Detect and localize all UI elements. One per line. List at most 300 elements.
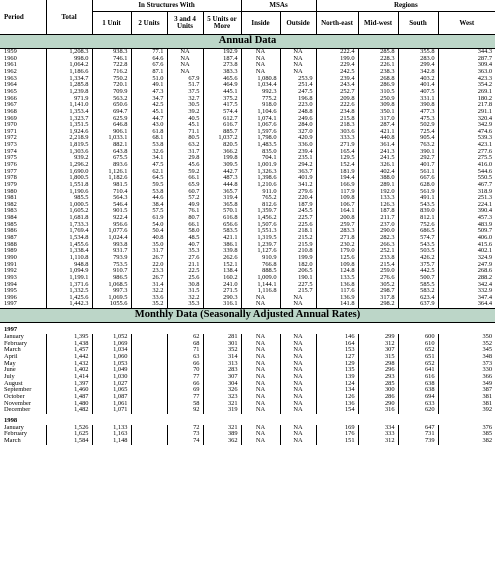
row-period: 1965: [4, 88, 17, 95]
row-period: July: [4, 373, 15, 380]
table-cell: NA: [280, 367, 316, 374]
table-cell: 793.9: [92, 255, 131, 262]
table-cell: 291.1: [438, 109, 495, 116]
table-cell: 296: [358, 367, 398, 374]
table-cell: 543.5: [398, 242, 438, 249]
table-cell: 366.2: [203, 149, 241, 156]
row-period: 1991: [4, 261, 17, 268]
table-cell: 289.1: [358, 182, 398, 189]
table-cell: 1,455.6: [46, 242, 92, 249]
table-cell: 30.5: [167, 102, 203, 109]
table-cell: 401.7: [398, 162, 438, 169]
table-cell: 423.3: [438, 76, 495, 83]
table-cell: 247.9: [438, 262, 495, 269]
table-cell: 503.5: [398, 248, 438, 255]
table-cell: 585.5: [398, 281, 438, 288]
table-row: [0, 76, 495, 83]
table-cell: 160.2: [203, 275, 241, 282]
table-cell: 986.5: [92, 275, 131, 282]
table-cell: NA: [241, 407, 280, 414]
table-cell: 66.1: [167, 222, 203, 229]
table-cell: 1,414: [46, 374, 92, 381]
table-cell: 1,067.6: [241, 122, 280, 129]
table-row: [0, 268, 495, 275]
table-cell: 638: [398, 380, 438, 387]
table-cell: 376: [438, 425, 495, 432]
table-cell: NA: [280, 347, 316, 354]
table-cell: 1,482: [46, 407, 92, 414]
table-cell: NA: [280, 407, 316, 414]
table-cell: 58: [167, 400, 203, 407]
table-cell: 1,351.5: [46, 122, 92, 129]
table-cell: 34.7: [131, 95, 167, 102]
table-cell: 1,126.1: [92, 169, 131, 176]
table-cell: 1,681.8: [46, 215, 92, 222]
table-cell: 1,584: [46, 438, 92, 445]
table-cell: 1,303.6: [46, 149, 92, 156]
table-cell: 333: [358, 431, 398, 438]
table-cell: 146: [316, 334, 358, 341]
table-cell: 365.8: [203, 202, 241, 209]
table-cell: 1,061: [92, 400, 131, 407]
table-cell: 277.6: [438, 149, 495, 156]
table-cell: NA: [167, 49, 203, 56]
table-cell: 300: [358, 387, 398, 394]
table-cell: 911.0: [241, 188, 280, 195]
table-cell: 151: [316, 438, 358, 445]
table-cell: 752.6: [398, 222, 438, 229]
table-cell: 407.5: [398, 89, 438, 96]
table-cell: 225.7: [280, 215, 316, 222]
table-cell: 45.1: [167, 122, 203, 129]
row-period: 1996: [4, 294, 17, 301]
table-cell: 1,323.7: [46, 115, 92, 122]
table-cell: 124.8: [316, 268, 358, 275]
table-cell: 164: [316, 341, 358, 348]
table-cell: 1,442.3: [46, 301, 92, 308]
annual-title: Annual Data: [0, 35, 495, 49]
table-row: [0, 95, 495, 102]
table-cell: 1,438: [46, 341, 92, 348]
row-period: April: [4, 353, 18, 361]
table-cell: 228.3: [358, 56, 398, 63]
table-cell: 247.5: [280, 89, 316, 96]
table-cell: 616.8: [203, 215, 241, 222]
table-cell: [131, 425, 167, 432]
table-row: [0, 208, 495, 215]
table-cell: 1,030: [92, 374, 131, 381]
table-cell: 652: [398, 361, 438, 368]
table-cell: 21.1: [167, 262, 203, 269]
table-cell: 312: [358, 341, 398, 348]
table-cell: 165.4: [316, 149, 358, 156]
table-cell: 47.5: [131, 162, 167, 169]
table-cell: 72: [167, 425, 203, 432]
table-cell: 686.5: [398, 228, 438, 235]
row-period: March: [4, 437, 21, 445]
table-cell: 241.5: [358, 155, 398, 162]
group-structures: In Structures With: [92, 0, 241, 12]
table-cell: NA: [280, 400, 316, 407]
row-period: January: [4, 333, 24, 341]
table-cell: 465.6: [203, 76, 241, 83]
table-cell: 477.3: [398, 109, 438, 116]
table-row: [0, 82, 495, 89]
table-cell: 998.0: [46, 56, 92, 63]
table-cell: 62: [167, 334, 203, 341]
table-cell: NA: [241, 380, 280, 387]
table-cell: 44.7: [131, 115, 167, 122]
table-row: [0, 301, 495, 308]
table-row: [0, 155, 495, 162]
table-cell: NA: [241, 341, 280, 348]
table-cell: 77: [167, 394, 203, 401]
table-cell: 1,480: [46, 400, 92, 407]
table-cell: 45.1: [131, 109, 167, 116]
table-cell: 651: [398, 354, 438, 361]
table-cell: 426.2: [398, 255, 438, 262]
table-row: [0, 288, 495, 295]
table-cell: 38.4: [131, 202, 167, 209]
table-cell: 1,001.9: [241, 162, 280, 169]
row-period: October: [4, 393, 25, 400]
table-cell: 194.4: [316, 175, 358, 182]
table-cell: 1,597.6: [241, 129, 280, 136]
table-cell: 415.6: [438, 242, 495, 249]
table-cell: 299.4: [398, 62, 438, 69]
table-cell: 292.7: [398, 155, 438, 162]
table-cell: 71.1: [167, 129, 203, 136]
table-cell: 153: [316, 347, 358, 354]
table-cell: 574.4: [203, 109, 241, 116]
table-cell: 931.7: [92, 248, 131, 255]
table-cell: 40.5: [167, 115, 203, 122]
row-period: 1972: [4, 135, 17, 142]
table-cell: 888.5: [241, 268, 280, 275]
table-cell: NA: [280, 380, 316, 387]
table-cell: 956.6: [92, 222, 131, 229]
table-cell: 66: [167, 380, 203, 387]
table-row: [0, 122, 495, 129]
table-cell: 317.8: [358, 295, 398, 302]
table-cell: NA: [241, 431, 280, 438]
table-cell: NA: [280, 431, 316, 438]
table-cell: 164.1: [316, 208, 358, 215]
table-cell: 287.7: [438, 56, 495, 63]
table-cell: 1,239.8: [46, 89, 92, 96]
table-cell: 763.2: [398, 142, 438, 149]
row-period: 1966: [4, 95, 17, 102]
table-cell: 154: [316, 407, 358, 414]
table-cell: 37.5: [167, 89, 203, 96]
table-cell: 341.2: [280, 182, 316, 189]
row-period: 1970: [4, 122, 17, 129]
table-cell: 442.5: [398, 268, 438, 275]
table-cell: 51.7: [167, 82, 203, 89]
table-cell: NA: [280, 334, 316, 341]
table-cell: 910.9: [241, 255, 280, 262]
table-cell: NA: [167, 62, 203, 69]
row-period: 1988: [4, 241, 17, 248]
row-period: January: [4, 424, 24, 431]
table-cell: 1,296.2: [46, 162, 92, 169]
table-cell: 893.6: [92, 162, 131, 169]
row-period: December: [4, 407, 31, 414]
table-cell: 882.1: [92, 142, 131, 149]
table-cell: 199.9: [280, 255, 316, 262]
table-row: [0, 400, 495, 407]
table-cell: 1,182.6: [92, 175, 131, 182]
table-cell: [131, 367, 167, 374]
table-cell: 61.9: [131, 215, 167, 222]
table-cell: 457.3: [438, 215, 495, 222]
table-cell: 298.7: [358, 288, 398, 295]
table-cell: NA: [167, 56, 203, 63]
table-cell: 283.0: [398, 56, 438, 63]
table-cell: 381: [438, 394, 495, 401]
table-cell: 305.2: [358, 281, 398, 288]
table-cell: 502.9: [398, 122, 438, 129]
table-cell: 169: [316, 425, 358, 432]
table-cell: NA: [241, 400, 280, 407]
row-period: 1968: [4, 108, 17, 115]
table-cell: 268.8: [358, 76, 398, 83]
table-cell: 938.3: [92, 49, 131, 56]
table-cell: 746.1: [92, 56, 131, 63]
table-cell: 53.8: [131, 142, 167, 149]
table-cell: NA: [280, 295, 316, 302]
table-cell: 187.8: [358, 208, 398, 215]
table-cell: NA: [280, 387, 316, 394]
table-row: [0, 142, 495, 149]
table-row: [0, 438, 495, 445]
table-cell: 273.8: [203, 62, 241, 69]
table-cell: NA: [241, 361, 280, 368]
monthly-title: Monthly Data (Seasonally Adjusted Annual Rates): [0, 308, 495, 322]
table-cell: 53.8: [131, 188, 167, 195]
table-cell: 74: [167, 438, 203, 445]
table-cell: 62.1: [131, 169, 167, 176]
table-cell: 1,239.7: [241, 242, 280, 249]
table-cell: 303.6: [316, 129, 358, 136]
col-midwest: Mid-west: [358, 12, 398, 35]
row-period: 1981: [4, 195, 17, 202]
table-cell: 226.1: [358, 62, 398, 69]
table-cell: 583.2: [398, 288, 438, 295]
table-cell: 39.2: [167, 109, 203, 116]
table-cell: 487.3: [203, 175, 241, 182]
table-cell: 196.8: [280, 95, 316, 102]
table-cell: 283.3: [316, 228, 358, 235]
table-cell: 234.8: [316, 109, 358, 116]
table-cell: 1,769.4: [46, 228, 92, 235]
table-cell: 1,395: [46, 334, 92, 341]
table-cell: 199.8: [203, 155, 241, 162]
table-cell: 48.5: [167, 235, 203, 242]
table-cell: 330: [438, 367, 495, 374]
table-cell: 316: [358, 407, 398, 414]
table-cell: 766.8: [241, 262, 280, 269]
table-cell: 250.9: [358, 95, 398, 102]
table-cell: 971.9: [46, 95, 92, 102]
table-row: [0, 129, 495, 136]
table-cell: 239.4: [280, 149, 316, 156]
table-cell: 332.9: [438, 288, 495, 295]
table-cell: 282.3: [358, 235, 398, 242]
row-period: 1964: [4, 82, 17, 89]
table-cell: NA: [280, 394, 316, 401]
table-row: [0, 169, 495, 176]
table-cell: 650.6: [92, 102, 131, 109]
table-cell: 600: [398, 334, 438, 341]
table-cell: 1,551.8: [46, 182, 92, 189]
table-cell: 402.4: [358, 169, 398, 176]
row-period: 1959: [4, 48, 17, 56]
table-row: [0, 281, 495, 288]
table-cell: 1,141.0: [46, 102, 92, 109]
table-row: [0, 361, 495, 368]
table-cell: 71: [167, 347, 203, 354]
table-cell: 564.3: [92, 195, 131, 202]
row-period: 1986: [4, 228, 17, 235]
table-cell: 42.5: [131, 102, 167, 109]
table-cell: 1,334.7: [46, 76, 92, 83]
table-cell: 345: [438, 347, 495, 354]
table-cell: 215.9: [280, 242, 316, 249]
table-cell: 753.5: [92, 262, 131, 269]
table-row: [0, 182, 495, 189]
table-cell: 125.6: [316, 255, 358, 262]
table-cell: 61.8: [131, 129, 167, 136]
table-cell: 259.7: [316, 222, 358, 229]
table-cell: 1,605.2: [46, 208, 92, 215]
table-cell: 344.3: [438, 49, 495, 56]
table-cell: 812.1: [398, 215, 438, 222]
table-cell: 417.5: [203, 102, 241, 109]
table-cell: 1,037.2: [203, 135, 241, 142]
table-cell: 1,069: [92, 341, 131, 348]
row-period: November: [4, 400, 31, 407]
table-cell: 1,009.0: [241, 275, 280, 282]
table-cell: 652: [398, 347, 438, 354]
table-cell: 251.4: [280, 82, 316, 89]
table-cell: 445.1: [203, 89, 241, 96]
table-cell: 222.6: [316, 102, 358, 109]
table-cell: NA: [241, 394, 280, 401]
col-total: Total: [46, 0, 92, 35]
table-cell: 731: [398, 431, 438, 438]
table-cell: 309.8: [358, 102, 398, 109]
table-cell: 124: [316, 380, 358, 387]
table-cell: 1,052: [92, 334, 131, 341]
table-cell: 483.9: [438, 222, 495, 229]
table-cell: 127: [316, 354, 358, 361]
table-cell: 885.7: [203, 129, 241, 136]
table-cell: 319: [203, 407, 241, 414]
row-period: 1978: [4, 175, 17, 182]
table-cell: 252.1: [358, 248, 398, 255]
table-cell: 35.0: [131, 242, 167, 249]
table-cell: 1,034.4: [241, 82, 280, 89]
table-cell: 464.9: [203, 82, 241, 89]
table-cell: 1,034: [92, 347, 131, 354]
table-cell: 381: [438, 400, 495, 407]
table-cell: 133.3: [358, 195, 398, 202]
table-cell: 215.8: [316, 115, 358, 122]
table-cell: 544.6: [438, 169, 495, 176]
table-cell: 416.0: [438, 162, 495, 169]
table-cell: 348: [438, 354, 495, 361]
table-cell: 647: [398, 425, 438, 432]
table-cell: 287.4: [358, 122, 398, 129]
table-cell: NA: [280, 49, 316, 56]
table-cell: 141.8: [316, 301, 358, 308]
table-cell: 403.2: [398, 76, 438, 83]
table-cell: NA: [241, 387, 280, 394]
table-cell: 750.2: [92, 76, 131, 83]
table-cell: 179.0: [316, 248, 358, 255]
table-cell: 266.3: [358, 242, 398, 249]
table-cell: 45.6: [167, 162, 203, 169]
table-row: [0, 162, 495, 169]
table-cell: NA: [241, 56, 280, 63]
table-cell: [131, 431, 167, 438]
table-cell: 1,080.8: [241, 76, 280, 83]
table-cell: 32.2: [167, 295, 203, 302]
table-cell: 820.5: [203, 142, 241, 149]
table-row: [0, 235, 495, 242]
table-cell: 331.1: [398, 95, 438, 102]
table-cell: 68.1: [131, 135, 167, 142]
table-cell: 365.7: [203, 188, 241, 195]
table-cell: 60.7: [167, 188, 203, 195]
table-cell: 1,053: [92, 361, 131, 368]
table-cell: 385: [438, 431, 495, 438]
year-heading: 1997: [4, 326, 18, 334]
table-cell: 69: [167, 387, 203, 394]
table-cell: 310.5: [358, 89, 398, 96]
table-cell: 500.7: [398, 275, 438, 282]
table-cell: 209.8: [316, 95, 358, 102]
row-period: 1960: [4, 55, 17, 62]
table-cell: 76.1: [167, 208, 203, 215]
table-cell: 421.1: [358, 129, 398, 136]
table-cell: 70: [167, 367, 203, 374]
table-cell: 375.2: [203, 95, 241, 102]
table-cell: 65.9: [167, 182, 203, 189]
table-cell: 363.7: [280, 169, 316, 176]
table-cell: 628.0: [398, 182, 438, 189]
table-cell: 44.6: [131, 195, 167, 202]
table-cell: 1,483.5: [241, 142, 280, 149]
table-row: [0, 228, 495, 235]
table-cell: 217.8: [438, 102, 495, 109]
table-cell: 910.7: [92, 268, 131, 275]
table-cell: 1,000.5: [46, 202, 92, 209]
table-cell: 268.6: [438, 268, 495, 275]
table-cell: 401.9: [280, 175, 316, 182]
table-cell: NA: [241, 425, 280, 432]
table-cell: 68: [167, 341, 203, 348]
table-cell: 63.2: [167, 142, 203, 149]
table-cell: 550.5: [438, 175, 495, 182]
table-cell: NA: [280, 374, 316, 381]
table-cell: 275.5: [438, 155, 495, 162]
table-cell: 1055.6: [92, 301, 131, 308]
table-cell: 1,625: [46, 431, 92, 438]
table-cell: 1,144.1: [241, 281, 280, 288]
table-cell: 51.0: [131, 76, 167, 83]
